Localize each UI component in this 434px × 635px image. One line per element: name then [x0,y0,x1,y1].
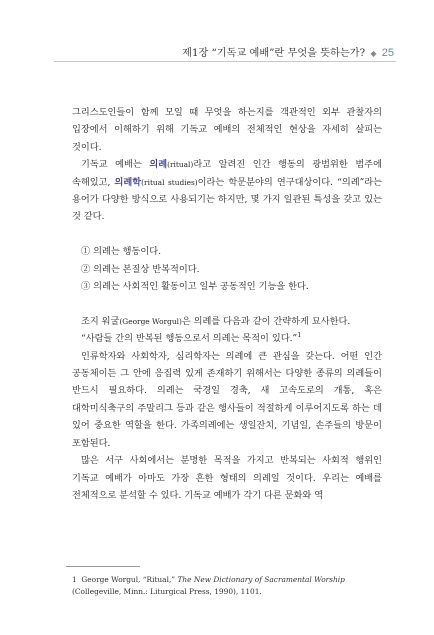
worgul-english-name: (George Worgul) [119,316,182,326]
term-ritual-studies-english: (ritual studies) [141,177,198,187]
paragraph-5: 많은 서구 사회에서는 분명한 목적을 가지고 반복되는 사회적 행위인 기독교 예배가 아마도 가장 흔한 형태의 의례일 것이다. 우리는 예배를 전체적으로 분석할 수 있다. 기독교 예배가 각기 다른 문화와 역 [72,455,382,501]
paragraph-2 [72,156,382,226]
footnote-book-title: The New Dictionary of Sacramental Worship [177,575,345,584]
paragraph-1: 그리스도인들이 함께 모일 때 무엇을 하는지를 객관적인 외부 관찰자의 입장에서 이해하기 위해 기독교 예배의 전체적인 현상을 자세히 살피는 것이다. [72,107,382,153]
list-item: ② 의례는 본질상 반복적이다. [81,263,200,275]
paragraph-2-part-c: 이라는 학문분야의 연구대상이다. “의례”라는 용어가 다양한 방식으로 사용되기는 하지만, 몇 가지 일관된 특성을 갖고 있는 것 같다. [72,176,383,223]
list-item: ① 의례는 행동이다. [81,246,162,258]
header-divider [54,61,396,62]
diamond-icon: ◆ [370,49,377,58]
paragraph-2-part-b: 라고 알려진 인간 행동의 광범위한 범주에 속해있고, [72,159,382,188]
quote-text: “사람들 간의 반복된 행동으로서 의례는 목적이 있다.” [81,333,298,345]
footnote-text-a: George Worgul, “Ritual,” [81,575,178,584]
footnote-number: 1 [72,575,77,584]
spacer [72,295,382,312]
footnote [72,574,378,598]
footnote-reference: 1 [297,331,302,340]
spacer [72,226,382,243]
footnote-divider [66,566,140,567]
footnote-text-b: (Collegeville, Minn.: Liturgical Press, 1990), 1101. [72,587,262,596]
paragraph-2-part-a: 기독교 예배는 [81,159,150,171]
term-ritual-studies: 의례학 [114,176,142,188]
paragraph-3-part-b: 은 의례를 다음과 같이 간략하게 묘사한다. [181,315,351,327]
quote [72,330,382,347]
chapter-title: 제1장 “기독교 예배”란 무엇을 뜻하는가? [182,48,366,59]
term-ritual-english: (ritual) [167,160,194,170]
list-item: ③ 의례는 사회적인 활동이고 일부 공동적인 기능을 한다. [81,281,309,293]
body-text [72,104,382,504]
term-ritual: 의례 [149,159,168,171]
running-header [182,44,394,59]
paragraph-3 [72,313,382,330]
page-number: 25 [381,47,394,59]
paragraph-4: 인류학자와 사회학자, 심리학자는 의례에 큰 관심을 갖는다. 어떤 인간 공동체이든 그 안에 응집력 있게 존재하기 위해서는 다양한 종류의 의례들이 반드시 필요하다. 의례는 국경일 경축, 새 고속도로의 개통, 혹은 대학미식축구의 주말리그 등과 같은 행사들이 적절하게 이루어지도록 하는 데 있어 중요한 역할을 한다. 가족의례에는 생일잔치, 기념일, 손주들의 방문이 포함된다. [72,350,382,449]
paragraph-3-part-a: 조지 워굴 [81,315,120,327]
